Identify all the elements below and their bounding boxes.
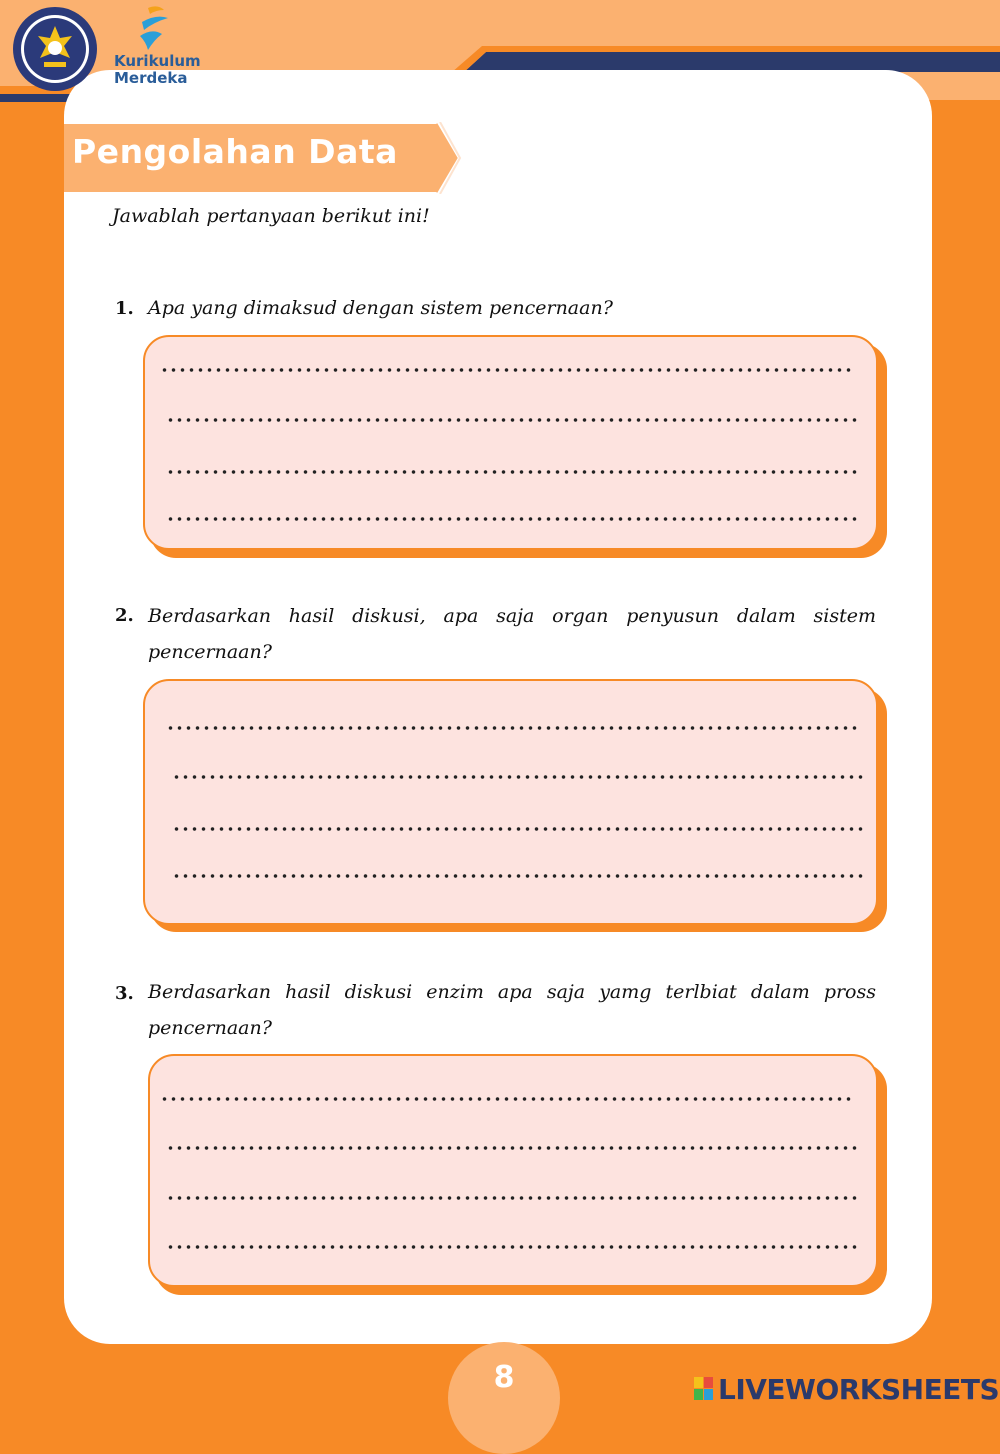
liveworksheets-brand[interactable]: LIVEWORKSHEETS (718, 1373, 1000, 1406)
answer-1-line[interactable] (166, 517, 858, 521)
curriculum-line2: Merdeka (114, 69, 188, 87)
liveworksheets-icon (694, 1377, 714, 1401)
answer-2-line[interactable] (166, 726, 858, 730)
answer-3-line[interactable] (166, 1245, 858, 1249)
instruction-text: Jawablah pertanyaan berikut ini! (112, 205, 430, 227)
page-number-circle (448, 1342, 560, 1454)
answer-3-line[interactable] (160, 1097, 853, 1101)
question-1-number: 1. (115, 298, 134, 319)
answer-3-line[interactable] (166, 1146, 858, 1150)
question-3-text: Berdasarkan hasil diskusi enzim apa saja yamg terlbiat dalam pross pencernaan? (148, 981, 876, 1039)
curriculum-line1: Kurikulum (114, 52, 201, 70)
answer-2-line[interactable] (172, 874, 864, 878)
answer-2-box[interactable] (143, 679, 878, 925)
question-2-number: 2. (115, 605, 134, 626)
question-2-text: Berdasarkan hasil diskusi, apa saja organ penyusun dalam sistem pencernaan? (148, 605, 876, 663)
curriculum-logo-text (114, 53, 201, 87)
section-title: Pengolahan Data (72, 132, 398, 171)
answer-1-line[interactable] (166, 418, 858, 422)
university-logo (12, 6, 98, 92)
answer-2-line[interactable] (172, 775, 864, 779)
answer-3-line[interactable] (166, 1196, 858, 1200)
question-3-number: 3. (115, 983, 134, 1004)
answer-3-box[interactable] (148, 1054, 878, 1287)
question-1-text: Apa yang dimaksud dengan sistem pencernaan? (148, 297, 613, 319)
answer-1-line[interactable] (160, 368, 853, 372)
answer-1-line[interactable] (166, 470, 858, 474)
page-number: 8 (493, 1360, 515, 1395)
answer-2-line[interactable] (172, 827, 864, 831)
kurikulum-merdeka-icon (134, 4, 174, 54)
